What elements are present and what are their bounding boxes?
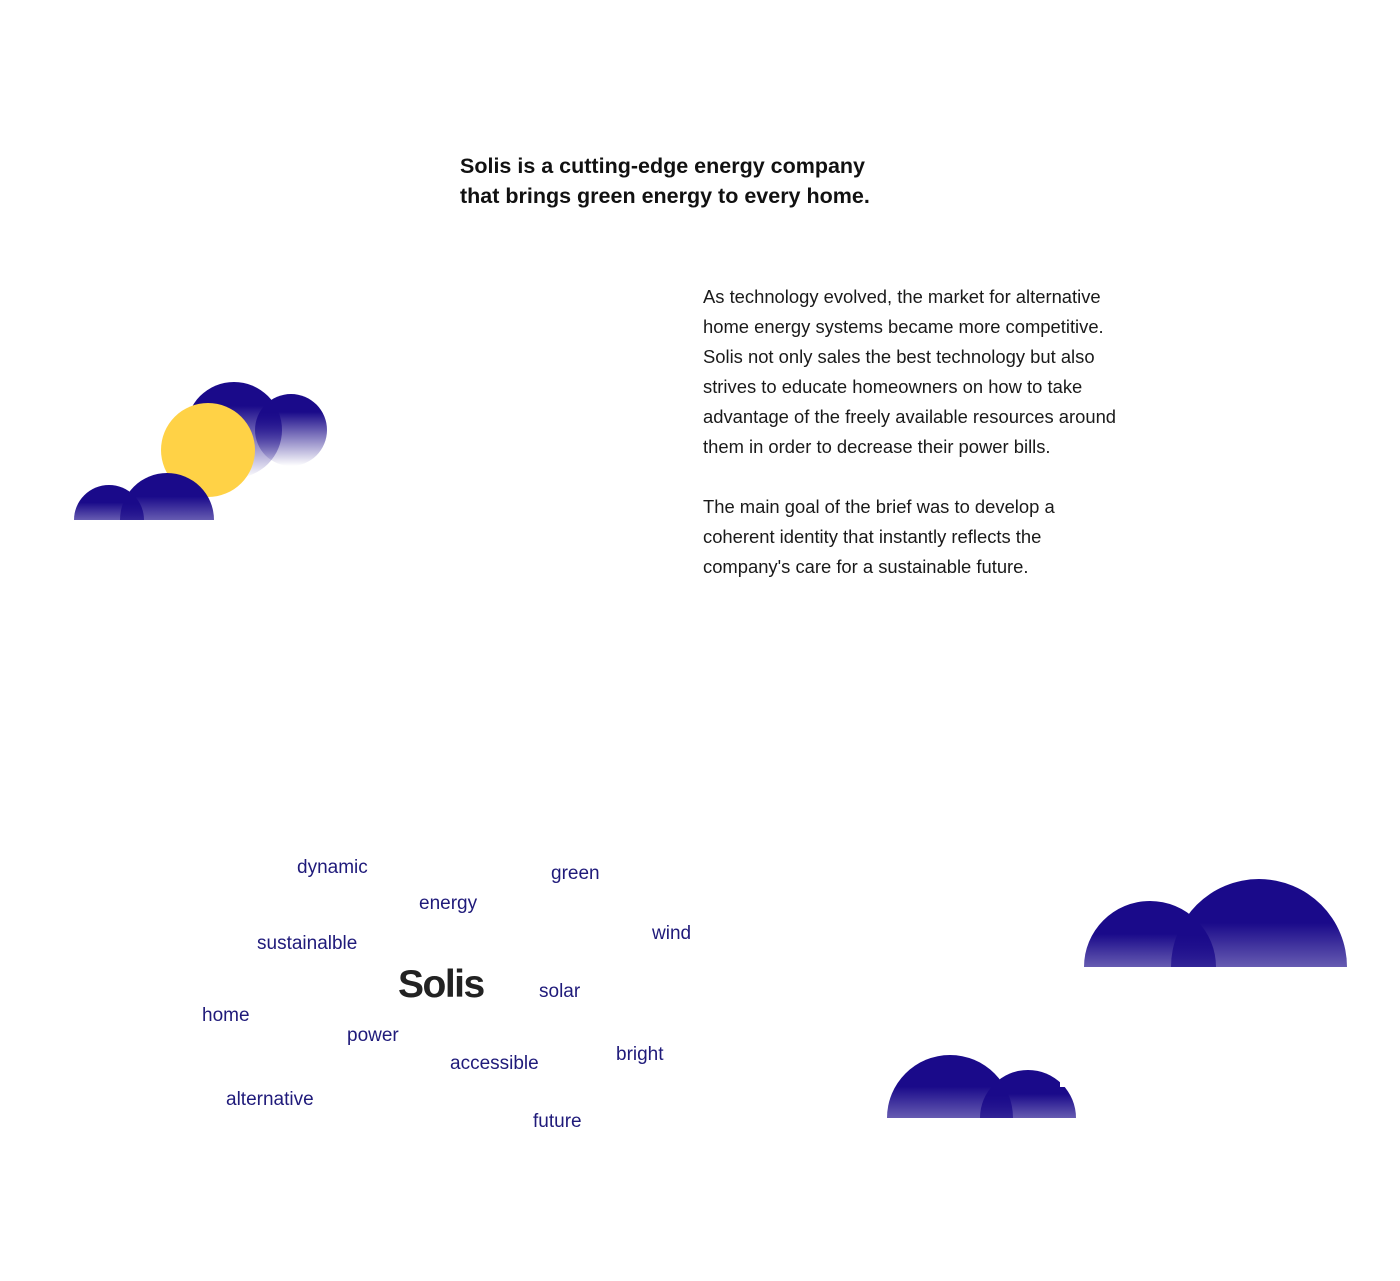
word-solar: solar [539,981,581,1002]
word-future: future [533,1111,582,1132]
cloud-icon [1171,879,1347,1055]
cloud-icon [186,382,282,478]
description-line: The main goal of the brief was to develop a [703,496,1055,517]
cloud-icon [1084,901,1216,1033]
cloud-icon [980,1070,1076,1166]
cloud-icon [887,1055,1013,1181]
word-sustainalble: sustainalble [257,933,358,954]
word-energy: energy [419,893,478,914]
description-line: advantage of the freely available resources around [703,406,1117,427]
description-line: coherent identity that instantly reflects the [703,526,1042,547]
description [703,282,1203,612]
page-headline [460,151,980,211]
cloud-icon [120,473,214,567]
word-alternative: alternative [226,1089,314,1110]
word-accessible: accessible [450,1053,539,1074]
cloud-group-bottom [887,1055,1076,1181]
sun-cloud-group [74,382,327,567]
cloud-group-right [1084,879,1347,1055]
description-line: home energy systems became more competitive. [703,316,1104,337]
word-dynamic: dynamic [297,857,368,878]
word-power: power [347,1025,399,1046]
sun-icon [161,403,255,497]
word-bright: bright [616,1044,664,1065]
description-line: Solis not only sales the best technology but also [703,346,1095,367]
description-line: strives to educate homeowners on how to take [703,376,1083,397]
word-green: green [551,863,600,884]
description-paragraph-2 [703,492,1203,582]
description-line: As technology evolved, the market for alternative [703,286,1101,307]
headline-line-1: Solis is a cutting-edge energy company [460,154,866,178]
description-line: them in order to decrease their power bills. [703,436,1051,457]
cloud-icon [255,394,327,466]
description-line: company's care for a sustainable future. [703,556,1029,577]
word-home: home [202,1005,250,1026]
word-wind: wind [652,923,692,944]
cloud-icon [74,485,144,555]
headline-line-2: that brings green energy to every home. [460,184,870,208]
solis-logo: Solis [398,963,484,1006]
description-paragraph-1 [703,282,1203,462]
